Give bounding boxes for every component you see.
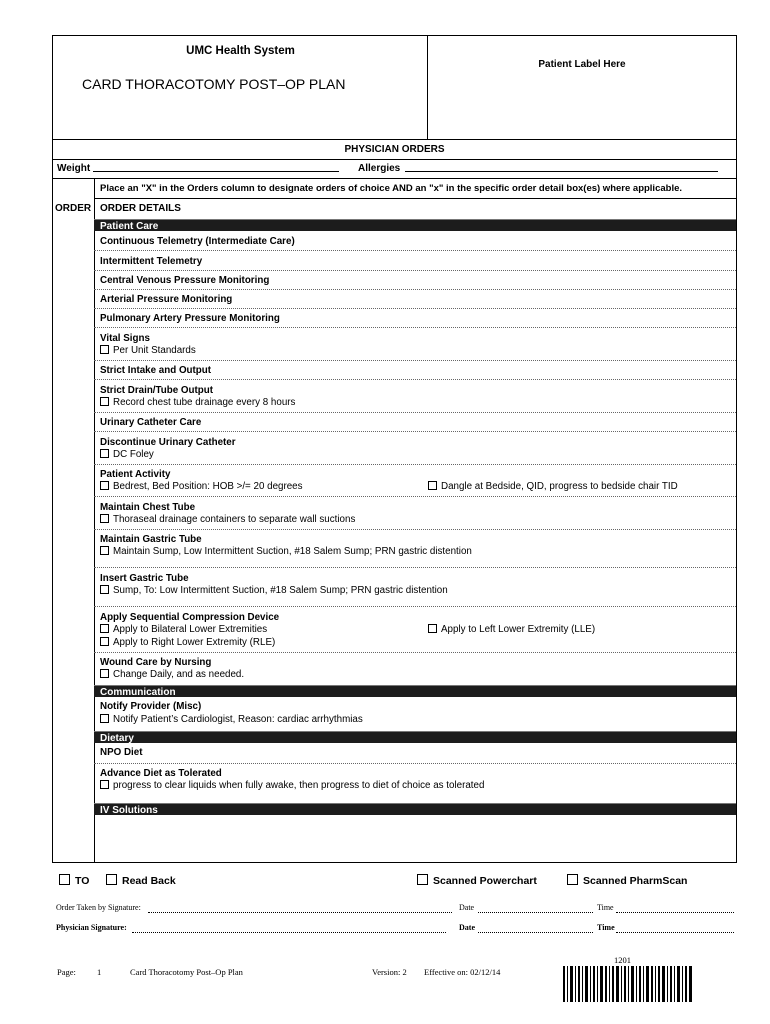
- physician-date-field[interactable]: [478, 932, 593, 933]
- barcode-number: 1201: [614, 955, 631, 965]
- order-row-drain[interactable]: [94, 380, 736, 413]
- order-notify-provider: Notify Provider (Misc): [100, 701, 202, 712]
- allergies-field[interactable]: [405, 171, 718, 172]
- weight-field[interactable]: [93, 171, 339, 172]
- order-npo-diet: NPO Diet: [100, 747, 143, 758]
- order-row-urinary[interactable]: [94, 412, 736, 432]
- order-insert-gastric: Insert Gastric Tube: [100, 573, 189, 584]
- order-row-cvp[interactable]: [94, 270, 736, 290]
- physician-time-label: Time: [597, 923, 615, 932]
- header-left: [53, 36, 428, 139]
- order-row-pap[interactable]: [94, 308, 736, 328]
- order-row-telemetry[interactable]: [94, 231, 736, 251]
- column-headers: [53, 199, 736, 217]
- order-wound-care: Wound Care by Nursing: [100, 657, 212, 668]
- order-taken-time-label: Time: [597, 903, 614, 912]
- order-urinary-care: Urinary Catheter Care: [100, 417, 202, 428]
- option-progress-clear-liquids[interactable]: progress to clear liquids when fully awake, then progress to diet of choice as tolerated: [100, 780, 484, 791]
- order-gastric-tube: Maintain Gastric Tube: [100, 534, 202, 545]
- weight-label: Weight: [57, 163, 91, 174]
- checkbox-icon[interactable]: [100, 345, 109, 354]
- physician-signature-label: Physician Signature:: [56, 923, 127, 932]
- option-notify-cardiologist[interactable]: Notify Patient’s Cardiologist, Reason: cardiac arrhythmias: [100, 714, 363, 725]
- order-arterial: Arterial Pressure Monitoring: [100, 294, 233, 305]
- barcode: [563, 966, 693, 1002]
- order-taken-signature-field[interactable]: [148, 912, 452, 913]
- details-column-header: ORDER DETAILS: [100, 203, 181, 214]
- option-bedrest[interactable]: Bedrest, Bed Position: HOB >/= 20 degrees: [100, 481, 303, 492]
- to-checkbox[interactable]: TO: [59, 874, 89, 887]
- order-column-header: ORDER: [55, 203, 92, 214]
- page-label: Page:: [57, 967, 76, 977]
- order-taken-date-label: Date: [459, 903, 475, 912]
- checkbox-icon[interactable]: [100, 397, 109, 406]
- version-text: Version: 2: [372, 967, 407, 977]
- instruction-text: Place an "X" in the Orders column to designate orders of choice AND an "x" in the specific order detail box(es) where applicable.: [94, 179, 736, 199]
- option-per-unit-standards[interactable]: Per Unit Standards: [100, 345, 196, 356]
- page-number: 1: [97, 967, 102, 977]
- order-pap: Pulmonary Artery Pressure Monitoring: [100, 313, 280, 324]
- order-row-dc-urinary[interactable]: [94, 432, 736, 465]
- order-taken-date-field[interactable]: [478, 912, 593, 913]
- checkbox-icon[interactable]: [100, 585, 109, 594]
- section-communication: Communication: [94, 685, 736, 697]
- physician-orders-heading: PHYSICIAN ORDERS: [53, 139, 736, 160]
- patient-label-area: Patient Label Here: [538, 59, 626, 70]
- order-cvp: Central Venous Pressure Monitoring: [100, 275, 270, 286]
- checkbox-icon[interactable]: [100, 481, 109, 490]
- checkbox-icon[interactable]: [100, 546, 109, 555]
- order-row-arterial[interactable]: [94, 289, 736, 309]
- checkbox-icon[interactable]: [59, 874, 70, 885]
- option-rle[interactable]: Apply to Right Lower Extremity (RLE): [100, 637, 275, 648]
- checkbox-icon[interactable]: [100, 714, 109, 723]
- checkbox-icon[interactable]: [100, 637, 109, 646]
- option-bilateral[interactable]: Apply to Bilateral Lower Extremities: [100, 624, 267, 635]
- physician-time-field[interactable]: [616, 932, 734, 933]
- option-chest-tube-drainage[interactable]: Record chest tube drainage every 8 hours: [100, 397, 295, 408]
- order-row-intake[interactable]: [94, 360, 736, 380]
- physician-signature-field[interactable]: [132, 932, 446, 933]
- order-advance-diet: Advance Diet as Tolerated: [100, 768, 222, 779]
- section-patient-care: Patient Care: [94, 219, 736, 231]
- order-row-activity[interactable]: [94, 464, 736, 497]
- order-taken-time-field[interactable]: [616, 912, 734, 913]
- order-intermittent-telemetry: Intermittent Telemetry: [100, 256, 203, 267]
- checkbox-icon[interactable]: [106, 874, 117, 885]
- order-row-insert-gastric[interactable]: [94, 568, 736, 607]
- order-form: [52, 35, 737, 863]
- option-lle[interactable]: Apply to Left Lower Extremity (LLE): [428, 624, 595, 635]
- checkbox-icon[interactable]: [100, 669, 109, 678]
- order-row-iv-blank[interactable]: [94, 816, 736, 863]
- order-row-notify[interactable]: [94, 698, 736, 730]
- option-change-daily[interactable]: Change Daily, and as needed.: [100, 669, 244, 680]
- order-row-scd[interactable]: [94, 607, 736, 653]
- order-row-chest-tube[interactable]: [94, 497, 736, 530]
- read-back-checkbox[interactable]: Read Back: [106, 874, 176, 887]
- order-strict-drain: Strict Drain/Tube Output: [100, 385, 214, 396]
- checkbox-icon[interactable]: [100, 624, 109, 633]
- option-sump[interactable]: Sump, To: Low Intermittent Suction, #18 Salem Sump; PRN gastric distention: [100, 585, 448, 596]
- scanned-powerchart-checkbox[interactable]: Scanned Powerchart: [417, 874, 537, 887]
- checkbox-icon[interactable]: [417, 874, 428, 885]
- section-dietary: Dietary: [94, 731, 736, 743]
- checkbox-icon[interactable]: [100, 514, 109, 523]
- scanned-pharmscan-checkbox[interactable]: Scanned PharmScan: [567, 874, 687, 887]
- order-row-npo[interactable]: [94, 743, 736, 764]
- order-row-intermittent[interactable]: [94, 251, 736, 271]
- checkbox-icon[interactable]: [428, 624, 437, 633]
- option-thoraseal[interactable]: Thoraseal drainage containers to separate wall suctions: [100, 514, 355, 525]
- checkbox-icon[interactable]: [100, 449, 109, 458]
- order-scd: Apply Sequential Compression Device: [100, 612, 280, 623]
- option-dc-foley[interactable]: DC Foley: [100, 449, 154, 460]
- allergies-label: Allergies: [358, 163, 401, 174]
- order-row-vitals[interactable]: [94, 328, 736, 361]
- weight-allergies-row: [53, 159, 736, 179]
- option-dangle[interactable]: Dangle at Bedside, QID, progress to bedside chair TID: [428, 481, 678, 492]
- order-telemetry: Continuous Telemetry (Intermediate Care): [100, 236, 295, 247]
- order-row-advance-diet[interactable]: [94, 764, 736, 802]
- order-row-gastric[interactable]: [94, 529, 736, 568]
- document-name: Card Thoracotomy Post–Op Plan: [130, 967, 243, 977]
- physician-date-label: Date: [459, 923, 475, 932]
- health-system-name: UMC Health System: [186, 45, 295, 57]
- checkbox-icon[interactable]: [567, 874, 578, 885]
- order-dc-urinary: Discontinue Urinary Catheter: [100, 437, 236, 448]
- checkbox-icon[interactable]: [100, 780, 109, 789]
- order-vital-signs: Vital Signs: [100, 333, 150, 344]
- plan-title: CARD THORACOTOMY POST–OP PLAN: [82, 76, 346, 92]
- option-maintain-sump[interactable]: Maintain Sump, Low Intermittent Suction, #18 Salem Sump; PRN gastric distention: [100, 546, 472, 557]
- order-taken-label: Order Taken by Signature:: [56, 903, 141, 912]
- order-patient-activity: Patient Activity: [100, 469, 171, 480]
- order-row-wound[interactable]: [94, 652, 736, 684]
- effective-date: Effective on: 02/12/14: [424, 967, 501, 977]
- order-strict-intake: Strict Intake and Output: [100, 365, 212, 376]
- order-chest-tube: Maintain Chest Tube: [100, 502, 196, 513]
- checkbox-icon[interactable]: [428, 481, 437, 490]
- section-iv-solutions: IV Solutions: [94, 803, 736, 815]
